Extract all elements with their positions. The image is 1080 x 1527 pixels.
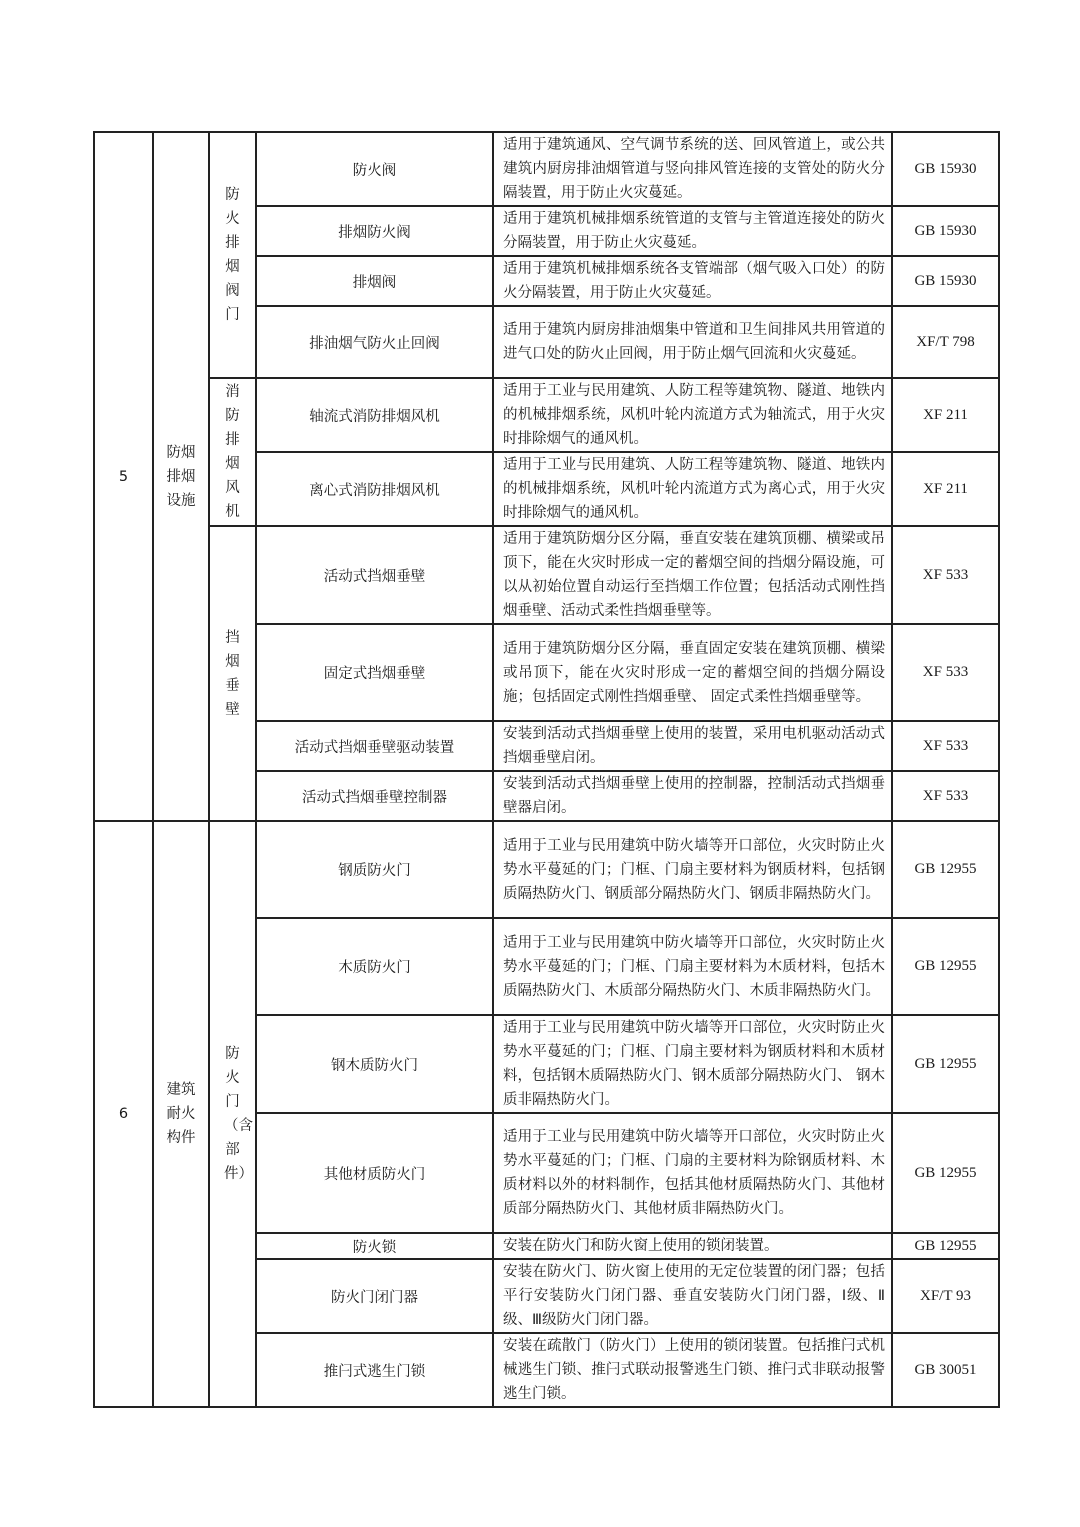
item-description: 适用于建筑机械排烟系统各支管端部（烟气吸入口处）的防火分隔装置，用于防止火灾蔓延。 <box>493 256 892 306</box>
item-standard: GB 12955 <box>892 1233 999 1259</box>
group-category: 建筑耐火构件 <box>153 821 209 1407</box>
item-description: 安装到活动式挡烟垂壁上使用的控制器，控制活动式挡烟垂壁器启闭。 <box>493 771 892 821</box>
subgroup-label: 防火排烟阀门 <box>209 132 256 378</box>
item-standard: XF/T 798 <box>892 306 999 378</box>
item-standard: XF 533 <box>892 526 999 624</box>
item-description: 适用于工业与民用建筑中防火墙等开口部位，火灾时防止火势水平蔓延的门；门框、门扇主要材料为钢质材料，包括钢质隔热防火门、钢质部分隔热防火门、钢质非隔热防火门。 <box>493 821 892 918</box>
table-row <box>94 821 999 918</box>
item-name: 活动式挡烟垂壁驱动装置 <box>256 721 493 771</box>
item-name: 轴流式消防排烟风机 <box>256 378 493 452</box>
item-name: 钢质防火门 <box>256 821 493 918</box>
table-row <box>94 132 999 206</box>
table-row <box>94 526 999 624</box>
group-number: 6 <box>94 821 153 1407</box>
item-name: 排油烟气防火止回阀 <box>256 306 493 378</box>
item-name: 钢木质防火门 <box>256 1015 493 1113</box>
item-name: 防火锁 <box>256 1233 493 1259</box>
item-standard: GB 15930 <box>892 206 999 256</box>
item-description: 安装在防火门、防火窗上使用的无定位装置的闭门器；包括平行安装防火门闭门器、垂直安装防火门闭门器，Ⅰ级、Ⅱ级、Ⅲ级防火门闭门器。 <box>493 1259 892 1333</box>
item-standard: XF 533 <box>892 771 999 821</box>
table-body <box>94 132 999 1407</box>
product-standards-table <box>93 131 1000 1408</box>
item-description: 适用于工业与民用建筑中防火墙等开口部位，火灾时防止火势水平蔓延的门；门框、门扇的主要材料为除钢质材料、木质材料以外的材料制作，包括其他材质隔热防火门、其他材质部分隔热防火门、其他材质非隔热防火门。 <box>493 1113 892 1233</box>
item-name: 排烟防火阀 <box>256 206 493 256</box>
item-name: 其他材质防火门 <box>256 1113 493 1233</box>
subgroup-label: 防火门（含部件） <box>209 821 256 1407</box>
item-name: 排烟阀 <box>256 256 493 306</box>
group-number: 5 <box>94 132 153 821</box>
item-standard: XF 533 <box>892 624 999 721</box>
item-description: 适用于工业与民用建筑中防火墙等开口部位，火灾时防止火势水平蔓延的门；门框、门扇主要材料为钢质材料和木质材料，包括钢木质隔热防火门、钢木质部分隔热防火门、 钢木质非隔热防火门。 <box>493 1015 892 1113</box>
item-name: 推闩式逃生门锁 <box>256 1333 493 1407</box>
table-row <box>94 378 999 452</box>
item-name: 活动式挡烟垂壁控制器 <box>256 771 493 821</box>
item-standard: XF 211 <box>892 452 999 526</box>
item-standard: GB 30051 <box>892 1333 999 1407</box>
item-description: 适用于建筑机械排烟系统管道的支管与主管道连接处的防火分隔装置，用于防止火灾蔓延。 <box>493 206 892 256</box>
item-description: 适用于工业与民用建筑、人防工程等建筑物、隧道、地铁内的机械排烟系统，风机叶轮内流道方式为离心式，用于火灾时排除烟气的通风机。 <box>493 452 892 526</box>
subgroup-label: 消防排烟风机 <box>209 378 256 526</box>
item-name: 防火阀 <box>256 132 493 206</box>
item-standard: XF/T 93 <box>892 1259 999 1333</box>
item-description: 适用于建筑通风、空气调节系统的送、回风管道上，或公共建筑内厨房排油烟管道与竖向排风管连接的支管处的防火分隔装置，用于防止火灾蔓延。 <box>493 132 892 206</box>
item-name: 离心式消防排烟风机 <box>256 452 493 526</box>
item-standard: GB 12955 <box>892 1015 999 1113</box>
item-name: 木质防火门 <box>256 918 493 1015</box>
item-standard: GB 15930 <box>892 132 999 206</box>
item-standard: GB 12955 <box>892 1113 999 1233</box>
item-description: 安装在疏散门（防火门）上使用的锁闭装置。包括推闩式机械逃生门锁、推闩式联动报警逃生门锁、推闩式非联动报警逃生门锁。 <box>493 1333 892 1407</box>
item-description: 安装在防火门和防火窗上使用的锁闭装置。 <box>493 1233 892 1259</box>
item-standard: GB 12955 <box>892 821 999 918</box>
item-standard: GB 12955 <box>892 918 999 1015</box>
item-name: 固定式挡烟垂壁 <box>256 624 493 721</box>
item-description: 适用于工业与民用建筑中防火墙等开口部位，火灾时防止火势水平蔓延的门；门框、门扇主要材料为木质材料，包括木质隔热防火门、木质部分隔热防火门、木质非隔热防火门。 <box>493 918 892 1015</box>
item-description: 适用于建筑防烟分区分隔，垂直安装在建筑顶棚、横梁或吊顶下，能在火灾时形成一定的蓄烟空间的挡烟分隔设施，可以从初始位置自动运行至挡烟工作位置；包括活动式刚性挡烟垂壁、活动式柔性挡烟垂壁等。 <box>493 526 892 624</box>
item-description: 适用于建筑防烟分区分隔，垂直固定安装在建筑顶棚、横梁或吊顶下，能在火灾时形成一定的蓄烟空间的挡烟分隔设施；包括固定式刚性挡烟垂壁、 固定式柔性挡烟垂壁等。 <box>493 624 892 721</box>
subgroup-label: 挡烟垂壁 <box>209 526 256 821</box>
item-name: 防火门闭门器 <box>256 1259 493 1333</box>
group-category: 防烟排烟设施 <box>153 132 209 821</box>
item-standard: XF 211 <box>892 378 999 452</box>
item-name: 活动式挡烟垂壁 <box>256 526 493 624</box>
item-standard: XF 533 <box>892 721 999 771</box>
item-description: 安装到活动式挡烟垂壁上使用的装置，采用电机驱动活动式挡烟垂壁启闭。 <box>493 721 892 771</box>
item-description: 适用于工业与民用建筑、人防工程等建筑物、隧道、地铁内的机械排烟系统，风机叶轮内流道方式为轴流式，用于火灾时排除烟气的通风机。 <box>493 378 892 452</box>
item-description: 适用于建筑内厨房排油烟集中管道和卫生间排风共用管道的进气口处的防火止回阀，用于防止烟气回流和火灾蔓延。 <box>493 306 892 378</box>
item-standard: GB 15930 <box>892 256 999 306</box>
